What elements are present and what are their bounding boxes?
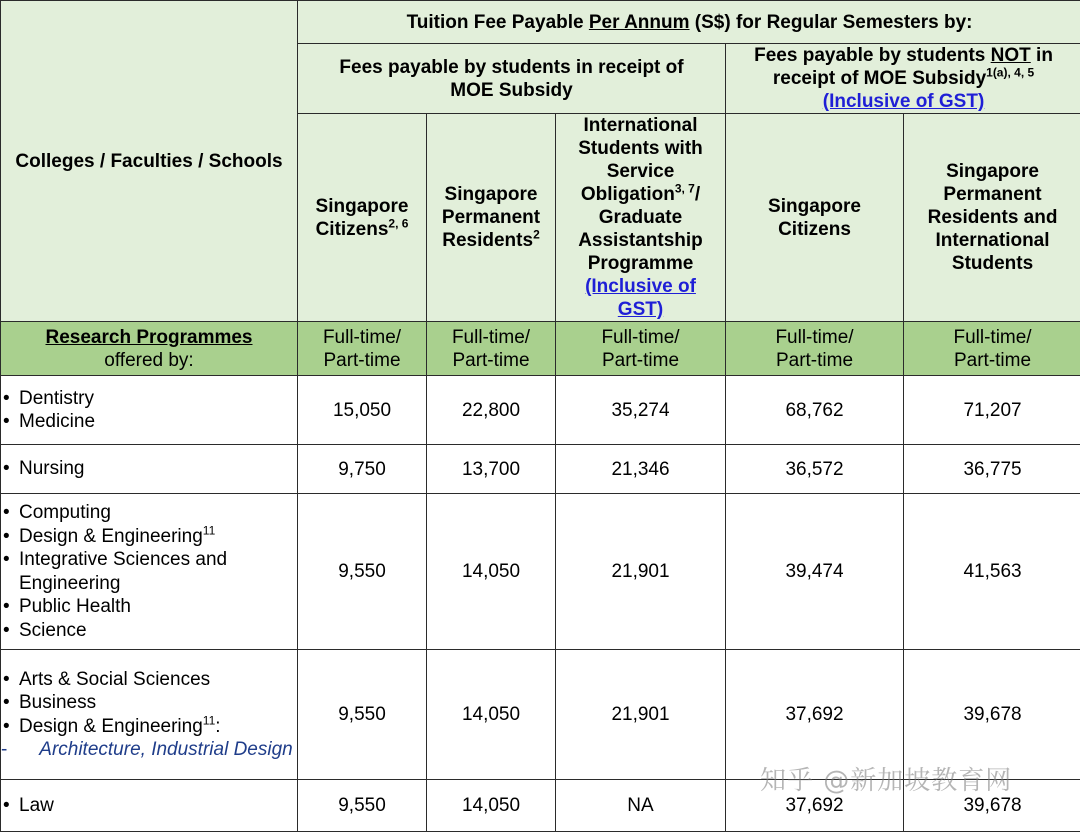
- fee-cell: 21,901: [556, 650, 726, 780]
- mode-line1: Full-time/: [726, 326, 903, 349]
- design-engineering-label: Design & Engineering: [19, 526, 203, 547]
- gst-link[interactable]: (Inclusive of GST): [823, 91, 985, 112]
- mode-line2: Part-time: [427, 349, 555, 372]
- mode-line2: Part-time: [298, 349, 426, 372]
- non-moe-line1-pre: Fees payable by students: [754, 45, 991, 66]
- mode-cell: [726, 322, 904, 376]
- list-item: • Business: [1, 691, 297, 715]
- programme-cell: [1, 650, 298, 780]
- table-row: [1, 376, 1080, 445]
- fee-cell: NA: [556, 780, 726, 832]
- mode-line1: Full-time/: [556, 326, 725, 349]
- mode-line2: Part-time: [904, 349, 1080, 372]
- title-pre: Tuition Fee Payable: [407, 12, 589, 33]
- col3-label-post: / Graduate Assistantship Programme: [578, 184, 703, 274]
- non-moe-line2: receipt of MOE Subsidy: [773, 68, 986, 89]
- list-item: [1, 715, 297, 739]
- col-header-sc-nonmoe: [726, 114, 904, 322]
- design-engineering-label: Design & Engineering: [19, 716, 203, 737]
- col2-footnote: 2: [533, 228, 540, 242]
- fee-cell: 39,678: [904, 650, 1080, 780]
- fee-cell: 9,550: [298, 494, 427, 650]
- footnote-11: 11: [203, 523, 215, 537]
- list-item: • Nursing: [1, 457, 297, 481]
- moe-subsidy-group-header: [298, 44, 726, 114]
- mode-line1: Full-time/: [904, 326, 1080, 349]
- sub-item-label: Architecture, Industrial Design: [19, 738, 297, 762]
- table-row: [1, 445, 1080, 494]
- list-item: • Arts & Social Sciences: [1, 668, 297, 692]
- list-item: • Integrative Sciences and Engineering: [1, 548, 297, 595]
- fee-cell: 35,274: [556, 376, 726, 445]
- col1-footnote: 2, 6: [388, 216, 408, 230]
- list-item: • Dentistry: [1, 387, 297, 411]
- fee-cell: 15,050: [298, 376, 427, 445]
- fee-cell: 37,692: [726, 780, 904, 832]
- watermark: 知乎 @新加坡教育网: [760, 760, 1012, 797]
- row-header-label: Colleges / Faculties / Schools: [15, 151, 282, 172]
- fee-cell: 13,700: [427, 445, 556, 494]
- footnote-11: 11: [203, 713, 215, 727]
- table-row: [1, 494, 1080, 650]
- fee-cell: 39,678: [904, 780, 1080, 832]
- research-programmes-label: Research Programmes: [1, 326, 297, 349]
- sub-item: [1, 738, 297, 762]
- list-item: [1, 525, 297, 549]
- moe-group-label: Fees payable by students in receipt of MOE Subsidy: [339, 57, 683, 101]
- fee-cell: 41,563: [904, 494, 1080, 650]
- non-moe-footnote: 1(a), 4, 5: [986, 66, 1034, 80]
- fee-cell: 14,050: [427, 494, 556, 650]
- mode-cell: [427, 322, 556, 376]
- col-header-spr-intl-nonmoe: [904, 114, 1080, 322]
- fee-cell: 37,692: [726, 650, 904, 780]
- row-header-cell: [1, 1, 298, 322]
- fee-cell: 68,762: [726, 376, 904, 445]
- mode-line1: Full-time/: [298, 326, 426, 349]
- non-moe-line1-post: in: [1031, 45, 1053, 66]
- programme-cell: [1, 494, 298, 650]
- mode-cell: [298, 322, 427, 376]
- mode-cell: [556, 322, 726, 376]
- fee-cell: 39,474: [726, 494, 904, 650]
- fee-cell: 9,550: [298, 780, 427, 832]
- mode-line1: Full-time/: [427, 326, 555, 349]
- fee-cell: 21,346: [556, 445, 726, 494]
- non-moe-not: NOT: [991, 45, 1031, 66]
- colon: :: [215, 716, 220, 737]
- col3-label-pre: International Students with Service Obligation: [578, 115, 703, 205]
- mode-line2: Part-time: [726, 349, 903, 372]
- programme-cell: [1, 780, 298, 832]
- fee-cell: 21,901: [556, 494, 726, 650]
- col2-label: Singapore Permanent Residents: [442, 184, 540, 251]
- fee-cell: 71,207: [904, 376, 1080, 445]
- col5-label: Singapore Permanent Residents and International Students: [928, 161, 1058, 274]
- fee-cell: 9,550: [298, 650, 427, 780]
- col1-label: Singapore Citizens: [316, 196, 409, 240]
- col-header-sc-moe: [298, 114, 427, 322]
- fee-cell: 14,050: [427, 650, 556, 780]
- list-item: • Law: [1, 794, 297, 818]
- title-post: (S$) for Regular Semesters by:: [690, 12, 973, 33]
- programme-cell: [1, 376, 298, 445]
- programme-cell: [1, 445, 298, 494]
- fee-cell: 22,800: [427, 376, 556, 445]
- dash: -: [1, 738, 7, 762]
- list-item: • Medicine: [1, 410, 297, 434]
- title-per-annum: Per Annum: [589, 12, 690, 33]
- col-header-spr-moe: [427, 114, 556, 322]
- mode-line2: Part-time: [556, 349, 725, 372]
- fee-cell: 36,572: [726, 445, 904, 494]
- col3-footnote: 3, 7: [675, 182, 695, 196]
- research-programmes-cell: [1, 322, 298, 376]
- list-item: • Computing: [1, 501, 297, 525]
- list-item: • Public Health: [1, 595, 297, 619]
- fee-cell: 14,050: [427, 780, 556, 832]
- col3-gst-link[interactable]: (Inclusive of GST): [585, 276, 696, 320]
- col4-label: Singapore Citizens: [768, 196, 861, 240]
- col-header-intl-service: [556, 114, 726, 322]
- fee-cell: 9,750: [298, 445, 427, 494]
- list-item: • Science: [1, 619, 297, 643]
- non-moe-subsidy-group-header: [726, 44, 1080, 114]
- offered-by-label: offered by:: [1, 349, 297, 372]
- mode-cell: [904, 322, 1080, 376]
- fee-cell: 36,775: [904, 445, 1080, 494]
- table-title: [298, 1, 1080, 44]
